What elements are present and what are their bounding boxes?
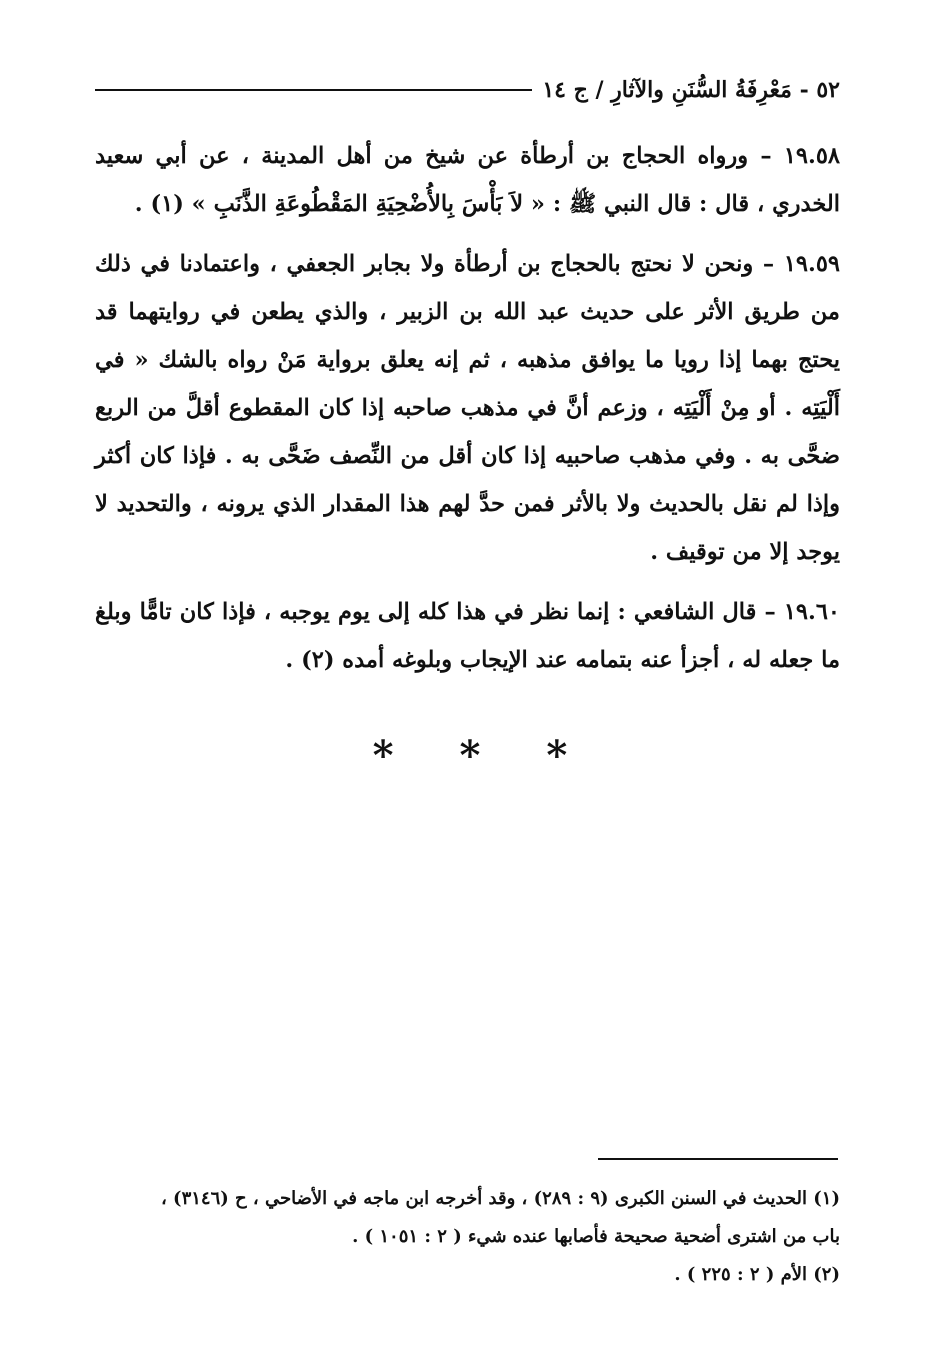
separator-star: * (459, 732, 481, 779)
footnote-line: (٢) الأم ( ٢ : ٢٢٥ ) . (674, 1264, 840, 1285)
footnotes (95, 1180, 840, 1294)
separator-star: * (372, 732, 394, 779)
header-title: ٥٢ - مَعْرِفَةُ السُّنَنِ والآثارِ / ج ١٤ (542, 77, 840, 103)
paragraph-19059: ١٩.٥٩ – ونحن لا نحتج بالحجاج بن أرطأة ولا بجابر الجعفي ، واعتمادنا في ذلك من طريق الأثر على حديث عبد الله بن الزبير ، والذي يطعن في روايتهما قد يحتج بهما إذا رويا ما يوافق مذهبه ، ثم إنه يعلق برواية مَنْ رواه بالشك « في أَلْيَتِه . أو مِنْ أَلْيَتِه ، وزعم أنَّ في مذهب صاحبه إذا كان المقطوع أقلَّ من الربع ضحَّى به . وفي مذهب صاحبيه إذا كان أقل من النِّصف ضَحَّى به . فإذا كان أكثر وإذا لم نقل بالحديث ولا بالأثر فمن حدَّ لهم هذا المقدار الذي يرونه ، والتحديد لا يوجد إلا من توقيف . (95, 251, 840, 565)
footnote-line: (١) الحديث في السنن الكبرى (٩ : ٢٨٩) ، وقد أخرجه ابن ماجه في الأضاحي ، ح (٣١٤٦) ، (160, 1188, 840, 1209)
paragraph-19058: ١٩.٥٨ – ورواه الحجاج بن أرطأة عن شيخ من أهل المدينة ، عن أبي سعيد الخدري ، قال : قال النبي ﷺ : « لاَ بَأْسَ بِالأُضْحِيَةِ المَقْطُوعَةِ الذَّنَبِ » (١) . (95, 143, 840, 217)
header-rule (95, 89, 532, 91)
main-text (95, 132, 840, 696)
separator-star: * (546, 732, 568, 779)
footnote-rule (598, 1158, 838, 1160)
paragraph-19060: ١٩.٦٠ – قال الشافعي : إنما نظر في هذا كله إلى يوم يوجبه ، فإذا كان تامًّا وبلغ ما جعله له ، أجزأ عنه بتمامه عند الإيجاب وبلوغه أمده (٢) . (95, 599, 840, 673)
section-separator (0, 732, 940, 779)
running-header (95, 72, 840, 108)
footnote-line: باب من اشترى أضحية صحيحة فأصابها عنده شيء ( ٢ : ١٠٥١ ) . (352, 1226, 840, 1247)
